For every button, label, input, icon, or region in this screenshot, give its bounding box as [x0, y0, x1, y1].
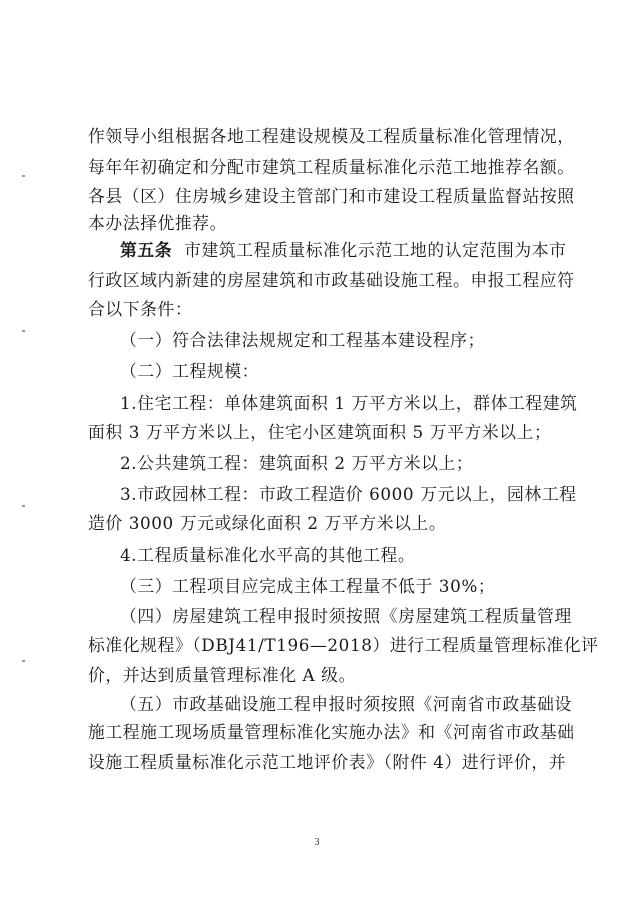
body-line: 造价 3000 万元或绿化面积 2 万平方米以上。 — [88, 513, 447, 533]
page-number: 3 — [314, 837, 320, 848]
body-text: 市建筑工程质量标准化示范工地的认定范围为本市 — [184, 240, 567, 260]
body-line: 合以下条件： — [88, 299, 193, 319]
body-line: 2.公共建筑工程：建筑面积 2 万平方米以上； — [120, 453, 474, 473]
body-line: 4.工程质量标准化水平高的其他工程。 — [120, 545, 416, 565]
margin-mark — [22, 660, 25, 662]
article-label: 第五条 — [120, 240, 173, 260]
body-line: 设施工程质量标准化示范工地评价表》（附件 4）进行评价，并 — [88, 752, 567, 772]
article-line — [120, 240, 590, 260]
body-line: （三）工程项目应完成主体工程量不低于 30%； — [120, 576, 496, 596]
body-line: （五）市政基础设施工程申报时须按照《河南省市政基础设 — [120, 694, 572, 714]
body-line: （四）房屋建筑工程申报时须按照《房屋建筑工程质量管理 — [120, 606, 572, 626]
body-line: 作领导小组根据各地工程建设规模及工程质量标准化管理情况， — [88, 126, 575, 146]
body-line: 各县（区）住房城乡建设主管部门和市建设工程质量监督站按照 — [88, 186, 575, 206]
body-line: 标准化规程》（DBJ41/T196—2018）进行工程质量管理标准化评 — [88, 635, 599, 655]
margin-mark — [22, 175, 25, 177]
body-line: （二）工程规模： — [120, 361, 260, 381]
margin-mark — [22, 330, 25, 332]
body-line: （一）符合法律法规规定和工程基本建设程序； — [120, 330, 486, 350]
body-line: 3.市政园林工程：市政工程造价 6000 万元以上，园林工程 — [120, 484, 577, 504]
body-line: 面积 3 万平方米以上，住宅小区建筑面积 5 万平方米以上； — [88, 422, 552, 442]
body-line: 本办法择优推荐。 — [88, 213, 228, 233]
body-line: 每年年初确定和分配市建筑工程质量标准化示范工地推荐名额。 — [88, 157, 575, 177]
margin-mark — [22, 505, 25, 507]
body-line: 价，并达到质量管理标准化 A 级。 — [88, 665, 356, 685]
body-line: 施工程施工现场质量管理标准化实施办法》和《河南省市政基础 — [88, 722, 575, 742]
body-line: 行政区域内新建的房屋建筑和市政基础设施工程。申报工程应符 — [88, 270, 575, 290]
body-line: 1.住宅工程：单体建筑面积 1 万平方米以上，群体工程建筑 — [120, 393, 578, 413]
